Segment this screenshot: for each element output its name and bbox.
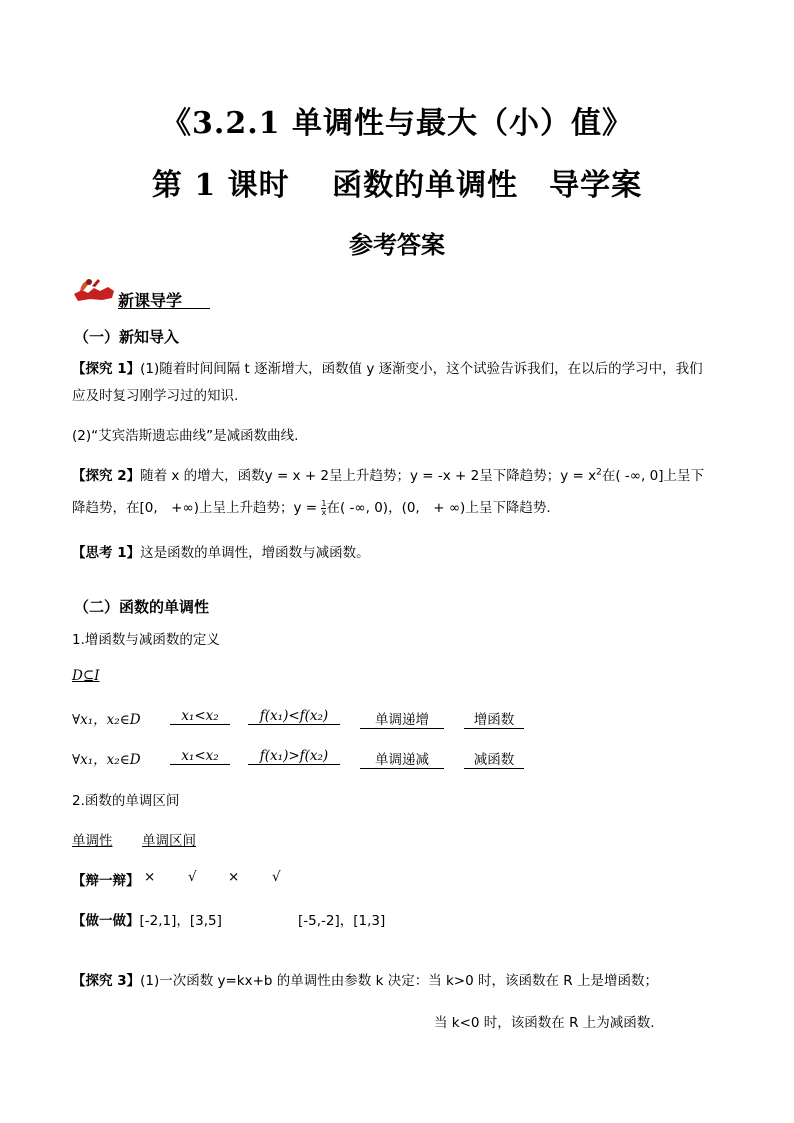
explore1-part2: (2)“艾宾浩斯遗忘曲线”是减函数曲线. bbox=[72, 428, 299, 444]
explore3-line1 bbox=[72, 969, 658, 989]
try-answer-1: [-2,1]，[3,5] bbox=[139, 913, 222, 929]
judge-mark-3: × bbox=[228, 869, 240, 885]
dec-row-forall: ∀x₁，x₂∈D bbox=[72, 752, 141, 768]
explore3-line2: 当 k<0 时，该函数在 R 上为减函数. bbox=[434, 1015, 655, 1031]
judge-mark-1: × bbox=[144, 869, 156, 885]
inc-row-blank-2: f(x₁)<f(x₂) bbox=[248, 708, 340, 725]
explore2-text-2b: 在( -∞, 0)，(0, + ∞)上呈下降趋势. bbox=[326, 500, 551, 516]
think1-label: 【思考 1】 bbox=[72, 545, 141, 561]
explore2-exponent: 2 bbox=[596, 467, 602, 478]
dec-row-blank-1: x₁<x₂ bbox=[170, 748, 230, 765]
try-label: 【做一做】 bbox=[72, 913, 140, 929]
part2-heading: （二）函数的单调性 bbox=[74, 598, 210, 616]
dec-row-blank-4: 减函数 bbox=[464, 748, 524, 769]
inc-row-forall: ∀x₁，x₂∈D bbox=[72, 712, 141, 728]
explore3-label: 【探究 3】 bbox=[72, 973, 141, 989]
explore1-text-1: (1)随着时间间隔 t 逐渐增大，函数值 y 逐渐变小，这个试验告诉我们，在以后的学习中，我们 bbox=[140, 361, 703, 377]
explore1-line1 bbox=[72, 357, 703, 377]
answer-label: 参考答案 bbox=[349, 230, 445, 259]
explore2-label: 【探究 2】 bbox=[72, 468, 141, 484]
inc-row-blank-3: 单调递增 bbox=[360, 708, 444, 729]
explore2-frac-num: 1 bbox=[321, 498, 327, 508]
document-title: 《3.2.1 单调性与最大（小）值》 bbox=[161, 106, 633, 141]
explore2-frac-den: x bbox=[321, 507, 327, 517]
item2-heading: 2.函数的单调区间 bbox=[72, 793, 180, 809]
explore2-text-1a: 随着 x 的增大，函数y = x + 2呈上升趋势；y = -x + 2呈下降趋势；y = x bbox=[140, 468, 597, 484]
explore2-text-1b: 在( -∞, 0]上呈下 bbox=[601, 468, 704, 484]
judge-mark-2: √ bbox=[188, 869, 197, 885]
dec-row-blank-3: 单调递减 bbox=[360, 748, 444, 769]
judge-label: 【辩一辩】 bbox=[72, 873, 140, 889]
explore2-text-2a: 降趋势，在[0, +∞)上呈上升趋势；y = bbox=[72, 500, 322, 516]
judge-line bbox=[72, 869, 140, 889]
try-answer-2: [-5,-2]，[1,3] bbox=[298, 913, 386, 929]
try-line bbox=[72, 909, 222, 929]
part1-heading: （一）新知导入 bbox=[74, 328, 180, 346]
inc-row-blank-1: x₁<x₂ bbox=[170, 708, 230, 725]
think1-text: 这是函数的单调性，增函数与减函数。 bbox=[140, 545, 370, 561]
domain-line: D⊆I bbox=[72, 668, 100, 684]
explore3-text-1: (1)一次函数 y=kx+b 的单调性由参数 k 决定：当 k>0 时，该函数在 R 上是增函数； bbox=[140, 973, 658, 989]
think1-line bbox=[72, 541, 370, 561]
explore2-line1 bbox=[72, 464, 704, 484]
new-lesson-logo-icon bbox=[72, 276, 116, 304]
explore2-line2 bbox=[72, 496, 551, 517]
explore1-line2: 应及时复习刚学习过的知识. bbox=[72, 388, 239, 404]
item1-heading: 1.增函数与减函数的定义 bbox=[72, 632, 220, 648]
section-divider bbox=[118, 308, 210, 309]
section-banner-label: 新课导学 bbox=[118, 291, 183, 310]
dec-row-blank-2: f(x₁)>f(x₂) bbox=[248, 748, 340, 765]
interval-term-2: 单调区间 bbox=[142, 833, 196, 849]
inc-row-blank-4: 增函数 bbox=[464, 708, 524, 729]
interval-term-1: 单调性 bbox=[72, 833, 113, 849]
explore1-label: 【探究 1】 bbox=[72, 361, 141, 377]
lesson-title: 第 1 课时 函数的单调性 导学案 bbox=[151, 168, 643, 203]
judge-mark-4: √ bbox=[272, 869, 281, 885]
